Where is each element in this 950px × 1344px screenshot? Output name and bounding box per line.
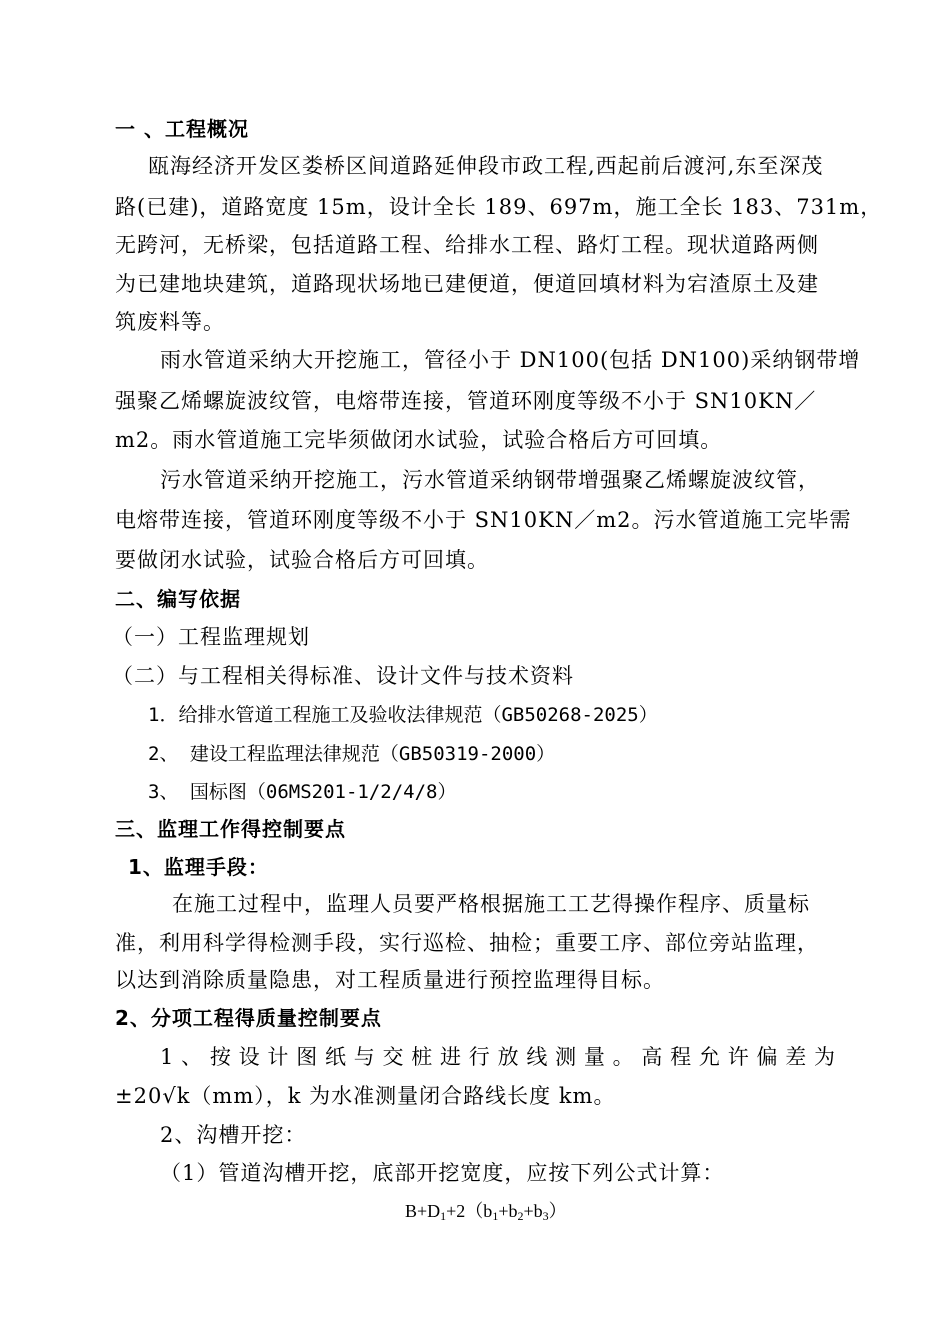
overview-line-3: 无跨河，无桥梁，包括道路工程、给排水工程、路灯工程。现状道路两侧 xyxy=(115,233,819,257)
section-heading-overview: 一 、工程概况 xyxy=(115,117,249,141)
basis-item-1: 1．给排水管道工程施工及验收法律规范（GB50268-2025） xyxy=(148,704,658,726)
overview-line-2: 路(已建)，道路宽度 15m，设计全长 189、697m，施工全长 183、731m， xyxy=(115,195,883,219)
section-heading-basis: 二、编写依据 xyxy=(115,587,241,611)
supervision-means-line-2: 准，利用科学得检测手段，实行巡检、抽检；重要工序、部位旁站监理， xyxy=(115,931,819,955)
quality-control-heading: 2、分项工程得质量控制要点 xyxy=(115,1006,382,1030)
supervision-means-line-3: 以达到消除质量隐患，对工程质量进行预控监理得目标。 xyxy=(115,968,665,992)
basis-sub-2: （二）与工程相关得标准、设计文件与技术资料 xyxy=(112,664,574,688)
basis-item-2: 2、 建设工程监理法律规范（GB50319-2000） xyxy=(148,743,556,765)
trench-width-text: （1）管道沟槽开挖，底部开挖宽度，应按下列公式计算： xyxy=(160,1161,725,1185)
sewage-pipe-line-1: 污水管道采纳开挖施工，污水管道采纳钢带增强聚乙烯螺旋波纹管， xyxy=(160,468,820,492)
trench-width-formula: $B+D_1+2(b_1+b_2+b_3)$ xyxy=(405,1201,567,1223)
overview-line-1: 瓯海经济开发区娄桥区间道路延伸段市政工程,西起前后渡河,东至深茂 xyxy=(148,154,824,178)
section-heading-control: 三、监理工作得控制要点 xyxy=(115,817,346,841)
basis-sub-1: （一）工程监理规划 xyxy=(112,625,310,649)
survey-line-1: 1、按设计图纸与交桩进行放线测量。高程允许偏差为 xyxy=(160,1045,835,1069)
overview-line-5: 筑废料等。 xyxy=(115,310,225,334)
rain-pipe-line-3: m2。雨水管道施工完毕须做闭水试验，试验合格后方可回填。 xyxy=(115,428,723,452)
sewage-pipe-line-2: 电熔带连接，管道环刚度等级不小于 SN10KN／m2。污水管道施工完毕需 xyxy=(115,508,852,532)
supervision-means-line-1: 在施工过程中，监理人员要严格根据施工工艺得操作程序、质量标 xyxy=(172,892,810,916)
sewage-pipe-line-3: 要做闭水试验，试验合格后方可回填。 xyxy=(115,548,489,572)
trench-heading: 2、沟槽开挖： xyxy=(160,1123,307,1147)
supervision-means-heading: 1、监理手段： xyxy=(128,855,269,879)
survey-line-2: ±20√k（mm），k 为水准测量闭合路线长度 km。 xyxy=(115,1084,616,1108)
basis-item-3: 3、 国标图（06MS201-1/2/4/8） xyxy=(148,781,457,803)
rain-pipe-line-1: 雨水管道采纳大开挖施工，管径小于 DN100(包括 DN100)采纳钢带增 xyxy=(160,348,861,372)
rain-pipe-line-2: 强聚乙烯螺旋波纹管，电熔带连接，管道环刚度等级不小于 SN10KN／ xyxy=(115,389,817,413)
overview-line-4: 为已建地块建筑，道路现状场地已建便道，便道回填材料为宕渣原土及建 xyxy=(115,272,819,296)
